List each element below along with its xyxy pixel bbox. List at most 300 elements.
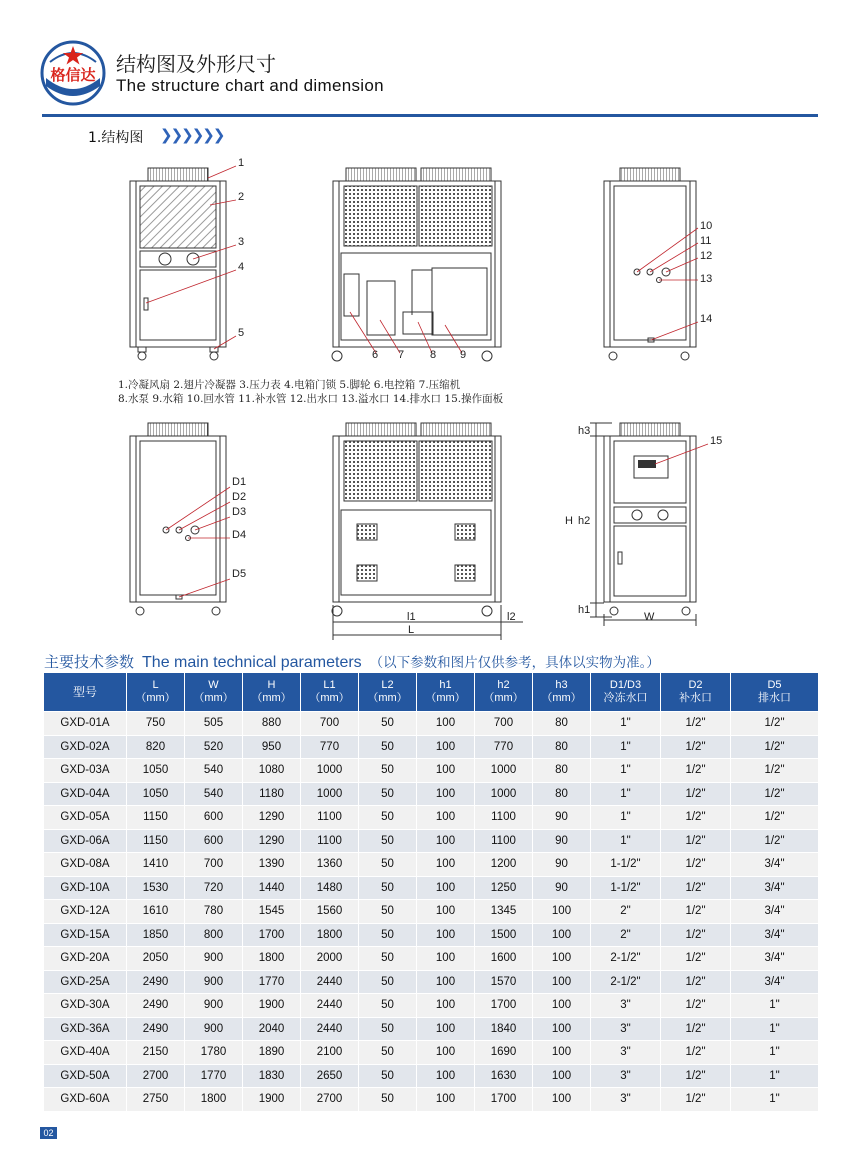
dim-l1: l1 [407,611,416,623]
table-cell: 1/2" [660,1017,730,1041]
model-cell: GXD-30A [44,993,126,1017]
table-cell: 2" [590,899,660,923]
table-cell: 3/4" [730,899,818,923]
params-title-en: The main technical parameters [142,654,362,671]
column-header-sub: 补水口 [679,692,712,704]
table-cell: 1" [590,735,660,759]
table-cell: 700 [300,711,358,735]
dim-L: L [408,624,415,636]
column-header [532,673,590,711]
callout-6: 6 [372,349,379,361]
table-cell: 1080 [242,758,300,782]
table-cell: 1-1/2" [590,876,660,900]
table-cell: 100 [532,946,590,970]
table-cell: 1/2" [660,735,730,759]
table-cell: 1700 [242,923,300,947]
callout-8: 8 [430,349,437,361]
table-row [44,711,818,735]
table-cell: 1" [730,993,818,1017]
model-cell: GXD-06A [44,829,126,853]
table-cell: 1830 [242,1064,300,1088]
table-cell: 700 [474,711,532,735]
column-header-sub: （mm） [251,692,292,704]
model-cell: GXD-10A [44,876,126,900]
table-cell: 1050 [126,758,184,782]
table-cell: 1050 [126,782,184,806]
table-cell: 1360 [300,852,358,876]
table-cell: 1100 [474,805,532,829]
table-cell: 50 [358,923,416,947]
column-header [660,673,730,711]
params-heading [44,651,660,672]
table-cell: 100 [416,970,474,994]
table-cell: 1/2" [660,711,730,735]
table-cell: 3/4" [730,946,818,970]
callout-7: 7 [398,349,405,361]
callout-d4: D4 [232,529,247,541]
table-cell: 50 [358,852,416,876]
table-cell: 2440 [300,993,358,1017]
table-cell: 90 [532,805,590,829]
table-cell: 505 [184,711,242,735]
table-cell: 770 [474,735,532,759]
side-dimension-drawing [332,423,523,640]
table-cell: 1800 [300,923,358,947]
table-cell: 2700 [126,1064,184,1088]
model-cell: GXD-20A [44,946,126,970]
table-cell: 100 [416,899,474,923]
table-cell: 1000 [474,782,532,806]
table-cell: 100 [416,782,474,806]
column-header [730,673,818,711]
table-cell: 540 [184,782,242,806]
table-cell: 720 [184,876,242,900]
column-header [242,673,300,711]
table-cell: 780 [184,899,242,923]
table-cell: 50 [358,876,416,900]
model-cell: GXD-60A [44,1087,126,1111]
column-header-main: D2 [688,679,703,691]
table-row [44,993,818,1017]
table-cell: 90 [532,852,590,876]
table-cell: 1/2" [660,970,730,994]
table-cell: 50 [358,899,416,923]
table-cell: 1560 [300,899,358,923]
model-cell: GXD-25A [44,970,126,994]
table-cell: 1" [590,829,660,853]
table-cell: 2100 [300,1040,358,1064]
callout-15: 15 [710,435,723,447]
table-cell: 1900 [242,1087,300,1111]
table-cell: 50 [358,758,416,782]
table-cell: 100 [416,1064,474,1088]
table-cell: 540 [184,758,242,782]
table-cell: 100 [416,805,474,829]
table-cell: 100 [532,923,590,947]
table-row [44,970,818,994]
dim-H: H [565,515,573,527]
callout-d5: D5 [232,568,247,580]
column-header-main: L1 [323,679,336,691]
table-cell: 1/2" [660,876,730,900]
table-cell: 1/2" [660,1087,730,1111]
table-body [44,711,818,1111]
table-cell: 1410 [126,852,184,876]
callout-12: 12 [700,250,713,262]
table-cell: 1780 [184,1040,242,1064]
table-cell: 800 [184,923,242,947]
table-cell: 1/2" [730,735,818,759]
page-title-en: The structure chart and dimension [116,76,384,95]
table-cell: 1/2" [730,758,818,782]
dim-h1: h1 [578,604,591,616]
table-row [44,735,818,759]
table-cell: 100 [532,1040,590,1064]
table-row [44,1064,818,1088]
column-header [184,673,242,711]
table-cell: 1000 [474,758,532,782]
table-cell: 1800 [242,946,300,970]
column-header [300,673,358,711]
table-cell: 50 [358,782,416,806]
table-row [44,923,818,947]
table-cell: 1/2" [660,993,730,1017]
callout-2: 2 [238,191,245,203]
table-row [44,1040,818,1064]
side-view-drawing [332,168,501,361]
table-cell: 520 [184,735,242,759]
table-cell: 1770 [184,1064,242,1088]
column-header-sub: 冷冻水口 [603,692,648,704]
page-number: 02 [40,1127,57,1139]
table-cell: 2" [590,923,660,947]
back-view-drawing [604,168,696,360]
table-cell: 1800 [184,1087,242,1111]
table-cell: 3" [590,1040,660,1064]
callout-5: 5 [238,327,245,339]
table-cell: 1/2" [730,782,818,806]
column-header-main: L [152,679,159,691]
table-cell: 80 [532,758,590,782]
table-cell: 1570 [474,970,532,994]
table-cell: 1630 [474,1064,532,1088]
table-cell: 100 [416,758,474,782]
table-cell: 1545 [242,899,300,923]
table-cell: 1/2" [660,805,730,829]
model-cell: GXD-40A [44,1040,126,1064]
column-header-main: H [267,679,276,691]
table-cell: 80 [532,782,590,806]
table-cell: 1" [590,805,660,829]
dim-h2: h2 [578,515,591,527]
column-header [474,673,532,711]
column-header-main: h1 [439,679,452,691]
table-cell: 1/2" [730,829,818,853]
column-header-sub: （mm） [541,692,582,704]
table-cell: 50 [358,1040,416,1064]
table-cell: 1/2" [660,782,730,806]
table-cell: 770 [300,735,358,759]
table-cell: 1390 [242,852,300,876]
table-cell: 50 [358,829,416,853]
table-cell: 1/2" [660,899,730,923]
dim-W: W [644,611,655,623]
table-cell: 1-1/2" [590,852,660,876]
table-cell: 2750 [126,1087,184,1111]
logo-text: 格信达 [50,67,96,84]
table-cell: 100 [532,993,590,1017]
table-cell: 1100 [300,829,358,853]
table-cell: 2150 [126,1040,184,1064]
table-cell: 1600 [474,946,532,970]
table-cell: 2650 [300,1064,358,1088]
callout-9: 9 [460,349,467,361]
table-cell: 1440 [242,876,300,900]
model-cell: GXD-02A [44,735,126,759]
table-cell: 1480 [300,876,358,900]
table-row [44,1087,818,1111]
table-cell: 1200 [474,852,532,876]
column-header [590,673,660,711]
column-header [358,673,416,711]
callout-d1: D1 [232,476,247,488]
table-cell: 100 [416,829,474,853]
column-header-main: 型号 [72,684,97,699]
table-cell: 1" [590,782,660,806]
callout-1: 1 [238,157,245,169]
column-header-sub: （mm） [135,692,176,704]
table-cell: 1/2" [660,758,730,782]
dim-l2: l2 [507,611,516,623]
table-cell: 1770 [242,970,300,994]
model-cell: GXD-04A [44,782,126,806]
table-cell: 950 [242,735,300,759]
table-cell: 90 [532,876,590,900]
table-cell: 50 [358,970,416,994]
table-cell: 100 [416,876,474,900]
column-header-sub: （mm） [425,692,466,704]
table-cell: 80 [532,711,590,735]
column-header-main: D5 [767,679,782,691]
callout-10: 10 [700,220,713,232]
table-header-row [44,673,818,711]
params-title-cn: 主要技术参数 [44,653,135,671]
table-cell: 880 [242,711,300,735]
table-cell: 50 [358,711,416,735]
callout-11: 11 [700,235,712,247]
table-cell: 3" [590,993,660,1017]
table-cell: 1180 [242,782,300,806]
table-row [44,852,818,876]
table-cell: 3" [590,1087,660,1111]
table-cell: 1150 [126,805,184,829]
table-cell: 600 [184,805,242,829]
table-row [44,876,818,900]
callout-14: 14 [700,313,713,325]
table-cell: 100 [416,946,474,970]
table-cell: 100 [416,735,474,759]
callout-4: 4 [238,261,245,273]
params-note: （以下参数和图片仅供参考，具体以实物为准。） [369,655,660,671]
table-cell: 50 [358,1017,416,1041]
table-cell: 100 [416,993,474,1017]
dim-h3: h3 [578,425,591,437]
table-cell: 1690 [474,1040,532,1064]
table-cell: 1530 [126,876,184,900]
table-row [44,758,818,782]
table-cell: 100 [532,899,590,923]
column-header-sub: （mm） [309,692,350,704]
table-cell: 1/2" [660,852,730,876]
table-cell: 100 [416,711,474,735]
table-row [44,1017,818,1041]
table-cell: 100 [416,1087,474,1111]
callout-d3: D3 [232,506,247,518]
table-cell: 50 [358,993,416,1017]
callout-d2: D2 [232,491,247,503]
table-cell: 50 [358,735,416,759]
table-cell: 2490 [126,970,184,994]
table-cell: 1000 [300,758,358,782]
column-header-main: D1/D3 [609,679,642,691]
table-cell: 50 [358,946,416,970]
table-cell: 1250 [474,876,532,900]
column-header-main: W [208,679,219,691]
column-header-main: h2 [497,679,510,691]
table-cell: 600 [184,829,242,853]
table-cell: 100 [416,852,474,876]
front-view-drawing [130,168,226,360]
table-cell: 900 [184,993,242,1017]
spec-table [44,673,818,1111]
table-cell: 2-1/2" [590,970,660,994]
callout-3: 3 [238,236,245,248]
table-cell: 1000 [300,782,358,806]
table-cell: 1290 [242,805,300,829]
table-cell: 700 [184,852,242,876]
table-cell: 2490 [126,993,184,1017]
table-cell: 900 [184,1017,242,1041]
legend-line-1: 1.冷凝风扇 2.翅片冷凝器 3.压力表 4.电箱门锁 5.脚轮 6.电控箱 7.压缩机 [118,379,461,391]
table-row [44,805,818,829]
table-cell: 3" [590,1017,660,1041]
table-cell: 3/4" [730,876,818,900]
table-cell: 750 [126,711,184,735]
model-cell: GXD-03A [44,758,126,782]
legend-line-2: 8.水泵 9.水箱 10.回水管 11.补水管 12.出水口 13.溢水口 14.排水口 15.操作面板 [118,393,504,405]
table-cell: 900 [184,970,242,994]
table-row [44,782,818,806]
table-cell: 2050 [126,946,184,970]
table-cell: 2700 [300,1087,358,1111]
table-cell: 3/4" [730,970,818,994]
table-row [44,899,818,923]
table-cell: 2040 [242,1017,300,1041]
table-cell: 50 [358,1064,416,1088]
table-cell: 90 [532,829,590,853]
table-cell: 2440 [300,970,358,994]
table-cell: 1850 [126,923,184,947]
table-cell: 1700 [474,1087,532,1111]
panel-dimension-drawing [590,423,696,626]
column-header-sub: （mm） [193,692,234,704]
model-cell: GXD-01A [44,711,126,735]
chevrons-icon: ❯❯❯❯❯❯ [160,126,224,144]
callout-13: 13 [700,273,713,285]
table-cell: 1" [730,1064,818,1088]
table-cell: 100 [532,1087,590,1111]
table-cell: 2440 [300,1017,358,1041]
table-cell: 80 [532,735,590,759]
column-header-main: h3 [555,679,568,691]
table-cell: 1610 [126,899,184,923]
model-cell: GXD-50A [44,1064,126,1088]
column-header-sub: 排水口 [758,692,791,704]
table-cell: 3/4" [730,923,818,947]
table-cell: 100 [532,1064,590,1088]
table-cell: 1900 [242,993,300,1017]
table-row [44,829,818,853]
table-cell: 1100 [300,805,358,829]
table-cell: 2000 [300,946,358,970]
column-header [44,673,126,711]
column-header-sub: （mm） [367,692,408,704]
table-cell: 1/2" [660,923,730,947]
table-cell: 1100 [474,829,532,853]
table-cell: 1" [590,711,660,735]
table-cell: 100 [416,1017,474,1041]
section-title: 1.结构图 [88,130,144,146]
column-header-sub: （mm） [483,692,524,704]
column-header [126,673,184,711]
table-cell: 1" [730,1040,818,1064]
table-row [44,946,818,970]
table-cell: 100 [532,1017,590,1041]
table-cell: 1700 [474,993,532,1017]
table-cell: 100 [532,970,590,994]
table-cell: 50 [358,805,416,829]
table-cell: 2490 [126,1017,184,1041]
model-cell: GXD-36A [44,1017,126,1041]
table-cell: 1/2" [730,805,818,829]
table-cell: 100 [416,923,474,947]
table-cell: 1/2" [660,829,730,853]
back-ports-drawing [130,423,226,615]
table-cell: 1" [730,1017,818,1041]
table-cell: 1/2" [660,1064,730,1088]
table-cell: 1/2" [730,711,818,735]
table-cell: 1840 [474,1017,532,1041]
column-header-main: L2 [381,679,394,691]
table-cell: 1290 [242,829,300,853]
column-header [416,673,474,711]
table-cell: 1/2" [660,946,730,970]
table-cell: 1345 [474,899,532,923]
table-cell: 900 [184,946,242,970]
table-cell: 1500 [474,923,532,947]
table-cell: 1890 [242,1040,300,1064]
model-cell: GXD-08A [44,852,126,876]
table-cell: 1" [730,1087,818,1111]
table-cell: 1/2" [660,1040,730,1064]
page-title-cn: 结构图及外形尺寸 [116,52,276,76]
model-cell: GXD-05A [44,805,126,829]
table-cell: 2-1/2" [590,946,660,970]
table-cell: 3/4" [730,852,818,876]
table-cell: 820 [126,735,184,759]
table-cell: 1" [590,758,660,782]
model-cell: GXD-15A [44,923,126,947]
